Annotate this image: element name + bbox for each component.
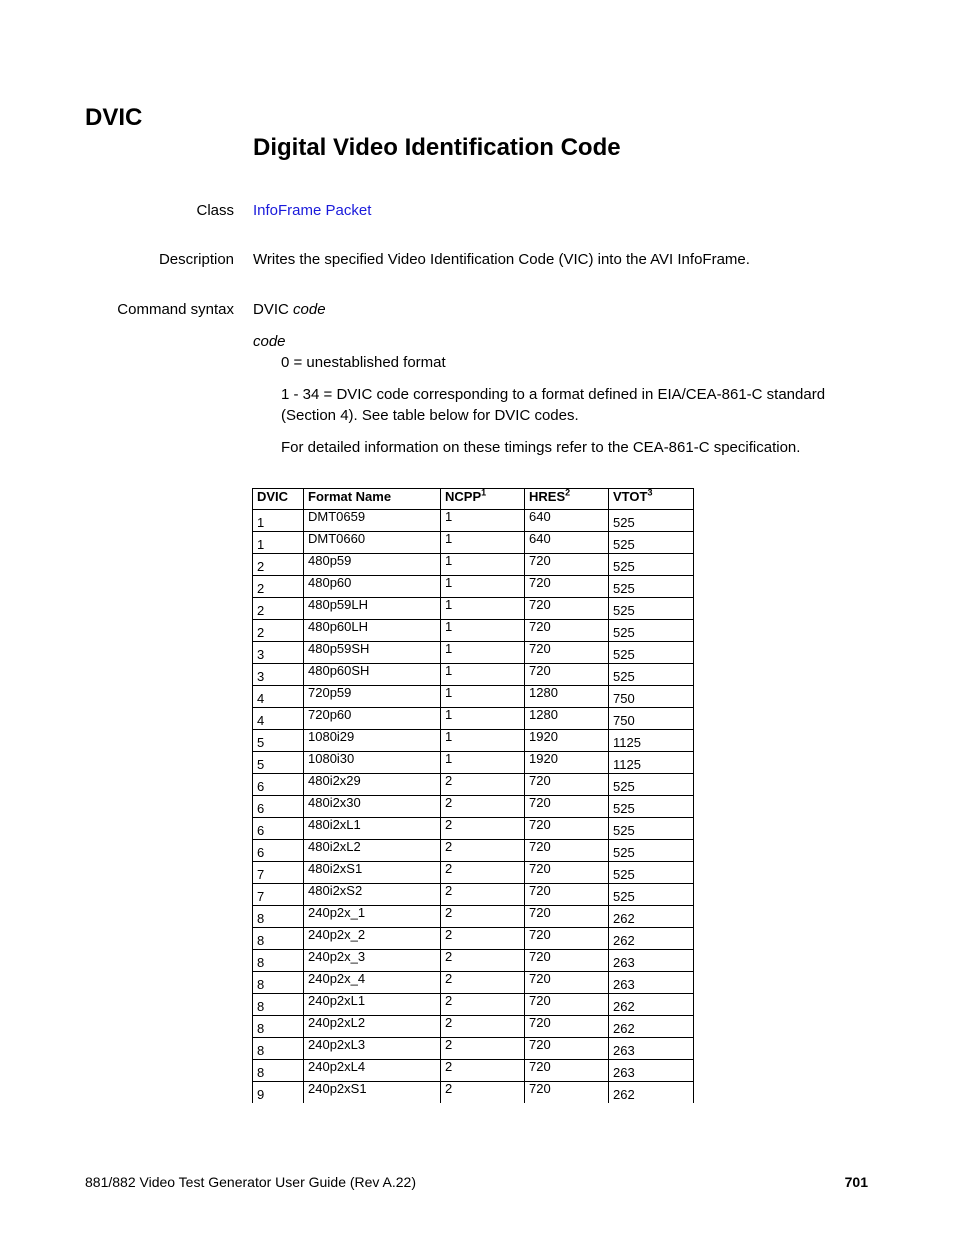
description-value: Writes the specified Video Identification Code (VIC) into the AVI InfoFrame. [253,251,750,268]
cell-hres: 720 [525,598,609,620]
cell-format-name: 720p59 [304,686,441,708]
cell-format-name: DMT0659 [304,510,441,532]
cell-dvic: 2 [253,576,304,598]
cell-dvic: 3 [253,664,304,686]
cell-vtot: 262 [609,928,694,950]
cell-format-name: 240p2xL3 [304,1038,441,1060]
page-title: Digital Video Identification Code [253,134,621,161]
table-row [253,752,694,774]
cell-dvic: 7 [253,884,304,906]
table-row [253,950,694,972]
table-row [253,774,694,796]
cell-hres: 720 [525,1060,609,1082]
cell-vtot: 1125 [609,730,694,752]
cell-dvic: 8 [253,950,304,972]
cell-vtot: 262 [609,1016,694,1038]
table-row [253,972,694,994]
param-name-text: code [253,333,286,350]
cell-hres: 720 [525,884,609,906]
cell-ncpp: 1 [441,664,525,686]
table-row [253,598,694,620]
cell-ncpp: 1 [441,686,525,708]
cell-hres: 1280 [525,708,609,730]
column-header-ncpp: NCPP$^1$ [441,489,525,510]
cell-hres: 720 [525,994,609,1016]
table-row [253,1060,694,1082]
table-row [253,928,694,950]
cell-ncpp: 1 [441,730,525,752]
cell-vtot: 525 [609,774,694,796]
cell-ncpp: 2 [441,950,525,972]
cell-format-name: 240p2x_4 [304,972,441,994]
cell-ncpp: 2 [441,884,525,906]
column-header-format-name: Format Name [304,489,441,510]
table-row [253,1016,694,1038]
cell-dvic: 3 [253,642,304,664]
table-row [253,730,694,752]
cell-hres: 720 [525,840,609,862]
cell-ncpp: 1 [441,620,525,642]
cell-dvic: 2 [253,598,304,620]
table-row [253,510,694,532]
cell-dvic: 8 [253,906,304,928]
column-header-vtot: VTOT$^3$ [609,489,694,510]
class-link[interactable]: InfoFrame Packet [253,202,372,219]
page-number: 701 [844,1174,868,1190]
param-name [253,333,286,350]
cell-dvic: 1 [253,510,304,532]
cell-format-name: 480p60LH [304,620,441,642]
cell-hres: 720 [525,796,609,818]
cell-vtot: 263 [609,950,694,972]
cell-hres: 720 [525,576,609,598]
cell-format-name: 480p59LH [304,598,441,620]
syntax-param: code [293,301,326,318]
cell-format-name: 480p60 [304,576,441,598]
cell-ncpp: 1 [441,532,525,554]
cell-dvic: 1 [253,532,304,554]
cell-vtot: 750 [609,686,694,708]
table-row [253,796,694,818]
param-line-1: 0 = unestablished format [281,354,446,371]
cell-dvic: 6 [253,818,304,840]
cell-vtot: 262 [609,1082,694,1104]
cell-hres: 720 [525,950,609,972]
column-header-dvic: DVIC [253,489,304,510]
cell-dvic: 6 [253,796,304,818]
cell-vtot: 525 [609,884,694,906]
cell-vtot: 1125 [609,752,694,774]
cell-ncpp: 2 [441,1016,525,1038]
description-label: Description [158,251,234,268]
cell-hres: 720 [525,862,609,884]
cell-hres: 1920 [525,752,609,774]
cell-format-name: 480p60SH [304,664,441,686]
table-body [253,510,694,1104]
cell-vtot: 525 [609,554,694,576]
cell-ncpp: 2 [441,994,525,1016]
column-header-hres: HRES$^2$ [525,489,609,510]
cell-format-name: 480i2xS2 [304,884,441,906]
cell-vtot: 263 [609,1038,694,1060]
cell-ncpp: 2 [441,1082,525,1104]
command-name: DVIC [85,104,143,131]
cell-ncpp: 2 [441,972,525,994]
cell-vtot: 262 [609,906,694,928]
class-label: Class [196,202,234,219]
cell-format-name: 480i2xS1 [304,862,441,884]
cell-hres: 720 [525,818,609,840]
cell-hres: 720 [525,554,609,576]
cell-dvic: 8 [253,1016,304,1038]
syntax-command: DVIC [253,301,289,318]
param-line-3: For detailed information on these timings refer to the CEA-861-C specification. [281,439,801,456]
cell-ncpp: 1 [441,554,525,576]
cell-format-name: 240p2x_2 [304,928,441,950]
cell-ncpp: 1 [441,642,525,664]
cell-ncpp: 2 [441,862,525,884]
table-row [253,840,694,862]
cell-ncpp: 2 [441,840,525,862]
cell-vtot: 525 [609,664,694,686]
cell-dvic: 6 [253,840,304,862]
table-row [253,642,694,664]
cell-ncpp: 2 [441,928,525,950]
cell-dvic: 4 [253,686,304,708]
cell-hres: 720 [525,906,609,928]
cell-hres: 720 [525,1082,609,1104]
cell-format-name: 1080i29 [304,730,441,752]
cell-vtot: 525 [609,862,694,884]
cell-hres: 720 [525,620,609,642]
cell-hres: 1920 [525,730,609,752]
table-row [253,708,694,730]
cell-vtot: 750 [609,708,694,730]
cell-hres: 720 [525,972,609,994]
cell-format-name: 720p60 [304,708,441,730]
class-value [253,202,371,219]
footer-guide-title: 881/882 Video Test Generator User Guide (Rev A.22) [85,1174,417,1190]
cell-format-name: DMT0660 [304,532,441,554]
cell-hres: 640 [525,510,609,532]
table-row [253,554,694,576]
cell-ncpp: 1 [441,708,525,730]
cell-dvic: 8 [253,928,304,950]
cell-vtot: 525 [609,532,694,554]
cell-ncpp: 2 [441,818,525,840]
cell-format-name: 480i2xL2 [304,840,441,862]
cell-vtot: 525 [609,598,694,620]
table-row [253,686,694,708]
cell-ncpp: 1 [441,576,525,598]
cell-format-name: 480p59 [304,554,441,576]
cell-hres: 720 [525,642,609,664]
cell-vtot: 525 [609,840,694,862]
cell-format-name: 480i2x29 [304,774,441,796]
cell-hres: 720 [525,1016,609,1038]
dvic-table [252,488,694,1103]
table-row [253,818,694,840]
param-line-2: 1 - 34 = DVIC code corresponding to a format defined in EIA/CEA-861-C standard (Section 4). See table below for DVIC codes. [281,386,826,424]
table-row [253,576,694,598]
table-row [253,1038,694,1060]
cell-format-name: 480i2x30 [304,796,441,818]
cell-vtot: 263 [609,972,694,994]
syntax-value [253,301,326,318]
cell-ncpp: 1 [441,598,525,620]
cell-dvic: 8 [253,1038,304,1060]
cell-vtot: 525 [609,620,694,642]
table-row [253,862,694,884]
cell-ncpp: 2 [441,906,525,928]
cell-format-name: 480i2xL1 [304,818,441,840]
cell-dvic: 6 [253,774,304,796]
table-row [253,994,694,1016]
cell-format-name: 240p2xL4 [304,1060,441,1082]
cell-format-name: 1080i30 [304,752,441,774]
cell-ncpp: 2 [441,1038,525,1060]
cell-ncpp: 1 [441,510,525,532]
cell-dvic: 8 [253,1060,304,1082]
cell-ncpp: 2 [441,774,525,796]
footnote-marker: 3 [647,488,653,498]
cell-vtot: 262 [609,994,694,1016]
cell-hres: 720 [525,774,609,796]
footnote-marker: 1 [481,488,487,498]
cell-format-name: 240p2xS1 [304,1082,441,1104]
cell-ncpp: 2 [441,1060,525,1082]
cell-ncpp: 2 [441,796,525,818]
cell-dvic: 7 [253,862,304,884]
cell-format-name: 240p2x_3 [304,950,441,972]
cell-vtot: 525 [609,818,694,840]
syntax-label: Command syntax [117,301,234,318]
cell-hres: 1280 [525,686,609,708]
table-row [253,620,694,642]
table-row [253,532,694,554]
cell-hres: 720 [525,928,609,950]
table-row [253,906,694,928]
cell-format-name: 240p2x_1 [304,906,441,928]
cell-dvic: 8 [253,972,304,994]
cell-dvic: 2 [253,554,304,576]
cell-dvic: 2 [253,620,304,642]
cell-dvic: 4 [253,708,304,730]
cell-dvic: 5 [253,730,304,752]
cell-format-name: 240p2xL2 [304,1016,441,1038]
footnote-marker: 2 [565,488,571,498]
cell-vtot: 525 [609,576,694,598]
cell-hres: 640 [525,532,609,554]
cell-format-name: 480p59SH [304,642,441,664]
cell-vtot: 525 [609,796,694,818]
cell-vtot: 525 [609,510,694,532]
cell-hres: 720 [525,1038,609,1060]
cell-hres: 720 [525,664,609,686]
cell-ncpp: 1 [441,752,525,774]
cell-format-name: 240p2xL1 [304,994,441,1016]
cell-vtot: 525 [609,642,694,664]
table-row [253,664,694,686]
cell-dvic: 9 [253,1082,304,1104]
cell-dvic: 5 [253,752,304,774]
table-row [253,884,694,906]
cell-vtot: 263 [609,1060,694,1082]
table-row [253,1082,694,1104]
cell-dvic: 8 [253,994,304,1016]
table-header-row [253,489,694,510]
